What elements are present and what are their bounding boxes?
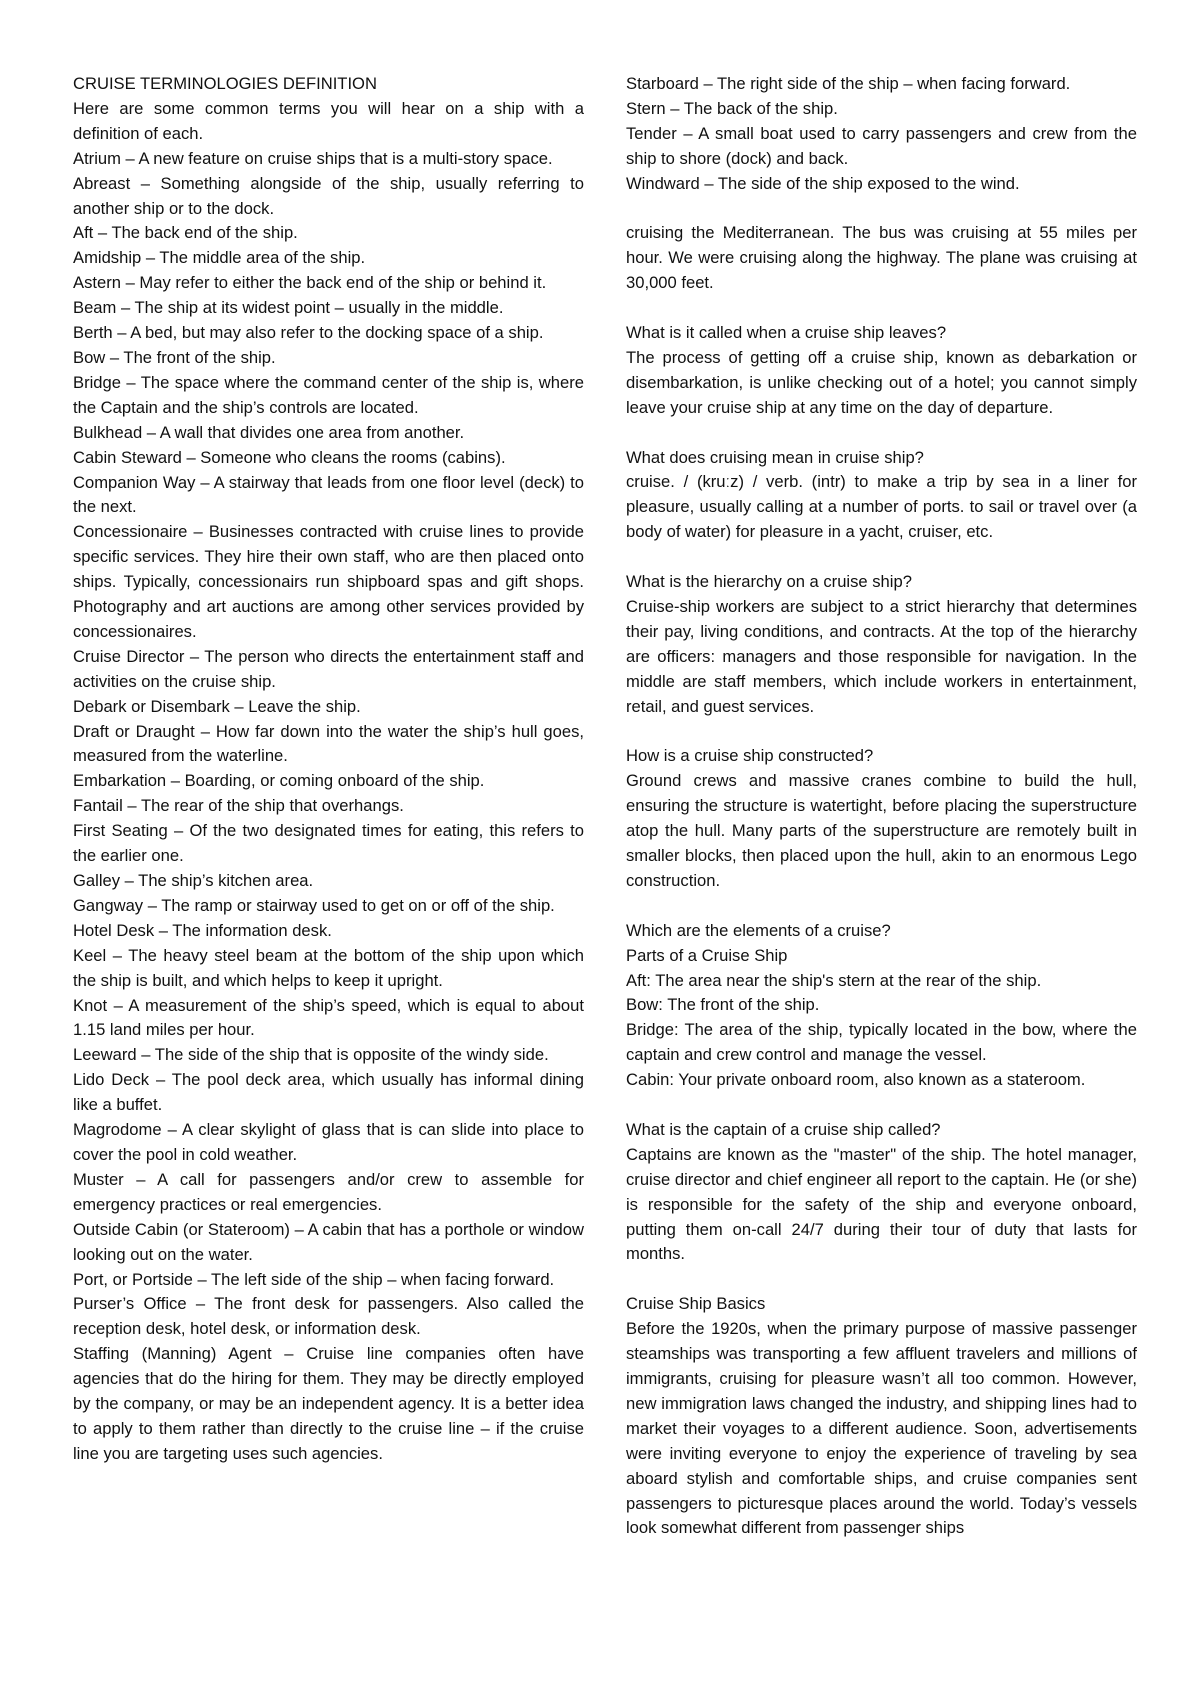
- paragraph-gap: [626, 894, 1137, 919]
- section-subheading-parts: Parts of a Cruise Ship: [626, 945, 788, 965]
- term-debark: Debark or Disembark – Leave the ship.: [73, 696, 361, 716]
- document-title: CRUISE TERMINOLOGIES DEFINITION: [73, 74, 377, 93]
- term-bow: Bow – The front of the ship.: [73, 347, 276, 367]
- term-embarkation: Embarkation – Boarding, or coming onboard of the ship.: [73, 771, 485, 791]
- section-heading-construction: How is a cruise ship constructed?: [626, 746, 874, 766]
- term-knot: Knot – A measurement of the ship’s speed, which is equal to about 1.15 land miles per hour.: [73, 995, 584, 1040]
- paragraph-gap: [626, 1093, 1137, 1118]
- section-body-construction: Ground crews and massive cranes combine to build the hull, ensuring the structure is watertight, before placing the superstructure atop the hull. Many parts of the superstructure are remotely built in smaller blocks, then placed upon the hull, akin to an enormous Lego construction.: [626, 771, 1137, 890]
- term-pursers-office: Purser’s Office – The front desk for passengers. Also called the reception desk, hotel desk, or information desk.: [73, 1294, 584, 1339]
- paragraph-gap: [626, 1267, 1137, 1292]
- left-column: [73, 72, 584, 1467]
- paragraph-gap: [626, 545, 1137, 570]
- part-bridge: Bridge: The area of the ship, typically located in the bow, where the captain and crew control and manage the vessel.: [626, 1020, 1137, 1065]
- section-heading-hierarchy: What is the hierarchy on a cruise ship?: [626, 572, 912, 592]
- term-magrodome: Magrodome – A clear skylight of glass that is can slide into place to cover the pool in cold weather.: [73, 1120, 584, 1164]
- section-heading-basics: Cruise Ship Basics: [626, 1294, 766, 1314]
- section-heading-elements: Which are the elements of a cruise?: [626, 920, 891, 940]
- term-cabin-steward: Cabin Steward – Someone who cleans the rooms (cabins).: [73, 447, 506, 467]
- term-beam: Beam – The ship at its widest point – usually in the middle.: [73, 298, 504, 318]
- term-bulkhead: Bulkhead – A wall that divides one area from another.: [73, 422, 465, 442]
- term-cruise-director: Cruise Director – The person who directs the entertainment staff and activities on the cruise ship.: [73, 646, 584, 691]
- section-heading-leaves: What is it called when a cruise ship leaves?: [626, 323, 947, 343]
- term-aft: Aft – The back end of the ship.: [73, 223, 298, 243]
- term-outside-cabin: Outside Cabin (or Stateroom) – A cabin that has a porthole or window looking out on the water.: [73, 1219, 584, 1264]
- term-galley: Galley – The ship’s kitchen area.: [73, 871, 314, 890]
- term-windward: Windward – The side of the ship exposed to the wind.: [626, 173, 1020, 193]
- section-body-basics: Before the 1920s, when the primary purpose of massive passenger steamships was transporting a few affluent travelers and millions of immigrants, cruising for pleasure wasn’t all too common. However, new immigration laws changed the industry, and shipping lines had to market their voyages to a different audience. Soon, advertisements were inviting everyone to enjoy the experience of traveling by sea aboard stylish and comfortable ships, and cruise companies sent passengers to picturesque places around the world. Today’s vessels look somewhat different from passenger ships: [626, 1319, 1137, 1538]
- part-aft: Aft: The area near the ship's stern at the rear of the ship.: [626, 970, 1042, 990]
- term-keel: Keel – The heavy steel beam at the bottom of the ship upon which the ship is built, and which helps to keep it upright.: [73, 945, 584, 990]
- term-concessionaire: Concessionaire – Businesses contracted with cruise lines to provide specific services. They hire their own staff, who are then placed onto ships. Typically, concessionairs run shipboard spas and gift shops. Photography and art auctions are among other services provided by concessionaires.: [73, 522, 584, 641]
- section-body-leaves: The process of getting off a cruise ship, known as debarkation or disembarkation, is unlike checking out of a hotel; you cannot simply leave your cruise ship at any time on the day of departure.: [626, 347, 1137, 417]
- section-body-captain: Captains are known as the "master" of the ship. The hotel manager, cruise director and chief engineer all report to the captain. He (or she) is responsible for the safety of the ship and everyone onboard, putting them on-call 24/7 during their tour of duty that lasts for months.: [626, 1144, 1137, 1264]
- section-body-hierarchy: Cruise-ship workers are subject to a strict hierarchy that determines their pay, living conditions, and contracts. At the top of the hierarchy are officers: managers and those responsible for navigation. In the middle are staff members, which include workers in entertainment, retail, and guest services.: [626, 596, 1137, 716]
- term-leeward: Leeward – The side of the ship that is opposite of the windy side.: [73, 1045, 549, 1065]
- term-draft: Draft or Draught – How far down into the water the ship’s hull goes, measured from the waterline.: [73, 721, 584, 766]
- intro-paragraph: Here are some common terms you will hear on a ship with a definition of each.: [73, 98, 584, 143]
- term-first-seating: First Seating – Of the two designated times for eating, this refers to the earlier one.: [73, 821, 584, 866]
- term-atrium: Atrium – A new feature on cruise ships that is a multi-story space.: [73, 148, 553, 168]
- paragraph-gap: [626, 720, 1137, 745]
- term-tender: Tender – A small boat used to carry passengers and crew from the ship to shore (dock) and back.: [626, 123, 1137, 168]
- term-starboard: Starboard – The right side of the ship – when facing forward.: [626, 74, 1071, 93]
- term-fantail: Fantail – The rear of the ship that overhangs.: [73, 796, 404, 816]
- part-cabin: Cabin: Your private onboard room, also known as a stateroom.: [626, 1070, 1086, 1090]
- term-gangway: Gangway – The ramp or stairway used to get on or off of the ship.: [73, 895, 555, 915]
- part-bow: Bow: The front of the ship.: [626, 995, 820, 1015]
- section-heading-meaning: What does cruising mean in cruise ship?: [626, 447, 924, 467]
- term-port: Port, or Portside – The left side of the ship – when facing forward.: [73, 1269, 555, 1289]
- paragraph-gap: [626, 421, 1137, 446]
- term-bridge: Bridge – The space where the command center of the ship is, where the Captain and the ship’s controls are located.: [73, 372, 584, 417]
- section-body-meaning: cruise. / (kruːz) / verb. (intr) to make a trip by sea in a liner for pleasure, usually calling at a number of ports. to sail or travel over (a body of water) for pleasure in a yacht, cruiser, etc.: [626, 472, 1137, 542]
- term-companion-way: Companion Way – A stairway that leads from one floor level (deck) to the next.: [73, 472, 584, 517]
- term-stern: Stern – The back of the ship.: [626, 98, 838, 118]
- cruising-paragraph: cruising the Mediterranean. The bus was cruising at 55 miles per hour. We were cruising along the highway. The plane was cruising at 30,000 feet.: [626, 223, 1137, 293]
- paragraph-gap: [626, 296, 1137, 321]
- term-amidship: Amidship – The middle area of the ship.: [73, 248, 366, 268]
- term-abreast: Abreast – Something alongside of the ship, usually referring to another ship or to the dock.: [73, 173, 584, 218]
- paragraph-gap: [626, 197, 1137, 222]
- section-heading-captain: What is the captain of a cruise ship called?: [626, 1119, 941, 1139]
- right-column: [626, 72, 1137, 1541]
- term-hotel-desk: Hotel Desk – The information desk.: [73, 920, 332, 940]
- term-staffing-agent: Staffing (Manning) Agent – Cruise line companies often have agencies that do the hiring for them. They may be directly employed by the company, or may be an independent agency. It is a better idea to apply to them rather than directly to the cruise line – if the cruise line you are targeting uses such agencies.: [73, 1344, 584, 1463]
- term-muster: Muster – A call for passengers and/or crew to assemble for emergency practices or real emergencies.: [73, 1169, 584, 1214]
- term-berth: Berth – A bed, but may also refer to the docking space of a ship.: [73, 323, 544, 343]
- term-lido-deck: Lido Deck – The pool deck area, which usually has informal dining like a buffet.: [73, 1070, 584, 1115]
- term-astern: Astern – May refer to either the back end of the ship or behind it.: [73, 273, 547, 293]
